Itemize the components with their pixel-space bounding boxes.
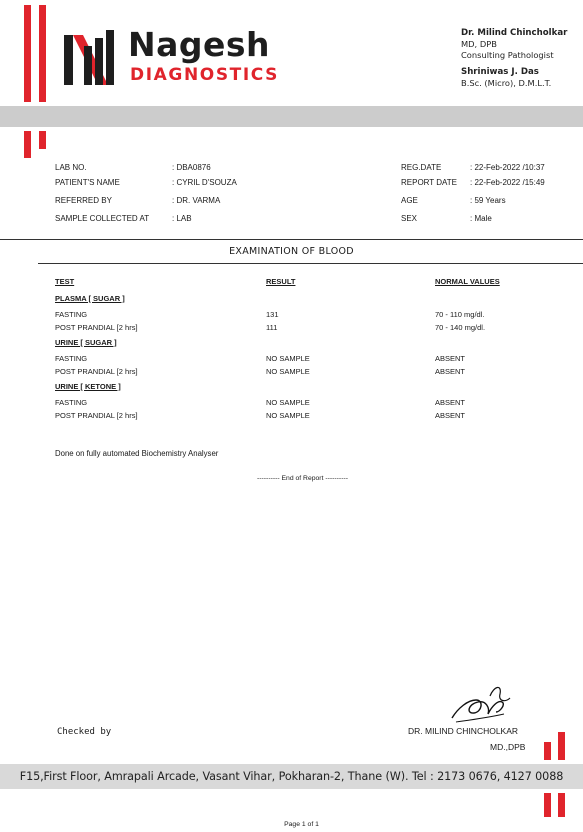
accent-bar-top-left-1 [24,5,31,102]
test-result: NO SAMPLE [266,398,310,407]
test-normal-value: ABSENT [435,398,466,407]
referred-by-label: REFERRED BY [55,196,112,205]
accent-bar-bottom-right-2 [558,732,565,760]
exam-title: EXAMINATION OF BLOOD [229,246,354,257]
accent-bar-top-left-2 [39,5,46,102]
patient-name-value: : CYRIL D'SOUZA [172,178,237,187]
reg-date-value: : 22-Feb-2022 /10:37 [470,163,545,172]
divider-top [0,239,583,240]
test-result: 111 [266,323,278,332]
reg-date-label: REG.DATE [401,163,442,172]
test-normal-value: 70 - 140 mg/dl. [435,323,486,332]
sample-collected-label: SAMPLE COLLECTED AT [55,214,150,223]
test-normal-value: ABSENT [435,411,466,420]
brand-logo-icon [62,30,124,86]
doctor2-name: Shriniwas J. Das [461,67,539,77]
test-name: POST PRANDIAL [2 hrs] [55,323,138,332]
accent-bar-left-mid-2 [39,131,46,149]
sex-value: : Male [470,214,492,223]
age-label: AGE [401,196,418,205]
end-of-report: ---------- End of Report ---------- [257,475,348,482]
test-name: POST PRANDIAL [2 hrs] [55,411,138,420]
section-title: PLASMA [ SUGAR ] [55,294,125,303]
test-result: NO SAMPLE [266,354,310,363]
col-test-header: TEST [55,277,75,286]
age-value: : 59 Years [470,196,506,205]
header-band [0,106,583,127]
test-normal-value: ABSENT [435,367,466,376]
report-date-label: REPORT DATE [401,178,458,187]
analyser-note: Done on fully automated Biochemistry Analyser [55,449,219,458]
report-date-value: : 22-Feb-2022 /15:49 [470,178,545,187]
checked-by-label: Checked by [57,727,112,737]
footer-address: F15,First Floor, Amrapali Arcade, Vasant Vihar, Pokharan-2, Thane (W). Tel : 2173 0676, 4127 0088 [19,770,564,783]
accent-bar-footer-right-2 [558,793,565,817]
brand-name: Nagesh [128,25,271,64]
sex-label: SEX [401,214,418,223]
section-title: URINE [ SUGAR ] [55,338,117,347]
test-name: FASTING [55,354,88,363]
test-result: NO SAMPLE [266,367,310,376]
accent-bar-footer-right-1 [544,793,551,817]
test-normal-value: 70 - 110 mg/dl. [435,310,485,319]
lab-no-label: LAB NO. [55,163,87,172]
accent-bar-left-mid-1 [24,131,31,158]
doctor1-role: Consulting Pathologist [461,50,554,60]
lab-no-value: : DBA0876 [172,163,211,172]
patient-name-label: PATIENT'S NAME [55,178,120,187]
col-normal-header: NORMAL VALUES [435,277,500,286]
test-normal-value: ABSENT [435,354,466,363]
sample-collected-value: : LAB [172,214,192,223]
doctors-block [461,28,567,89]
footer-band [0,764,583,789]
col-result-header: RESULT [266,277,296,286]
accent-bar-bottom-right-1 [544,742,551,760]
test-name: FASTING [55,398,88,407]
doctor1-name: Dr. Milind Chincholkar [461,28,568,38]
doctor2-degree: B.Sc. (Micro), D.M.L.T. [461,78,552,88]
signature-icon [446,678,516,726]
test-name: FASTING [55,310,88,319]
test-name: POST PRANDIAL [2 hrs] [55,367,138,376]
section-title: URINE [ KETONE ] [55,382,121,391]
signatory-degree: MD.,DPB [490,742,526,752]
page-number: Page 1 of 1 [284,821,319,828]
brand-subtitle: DIAGNOSTICS [130,65,280,85]
signatory-name: DR. MILIND CHINCHOLKAR [408,726,519,736]
divider-title [38,263,583,264]
test-result: NO SAMPLE [266,411,310,420]
referred-by-value: : DR. VARMA [172,196,221,205]
doctor1-degree: MD, DPB [461,39,497,49]
test-result: 131 [266,310,279,319]
